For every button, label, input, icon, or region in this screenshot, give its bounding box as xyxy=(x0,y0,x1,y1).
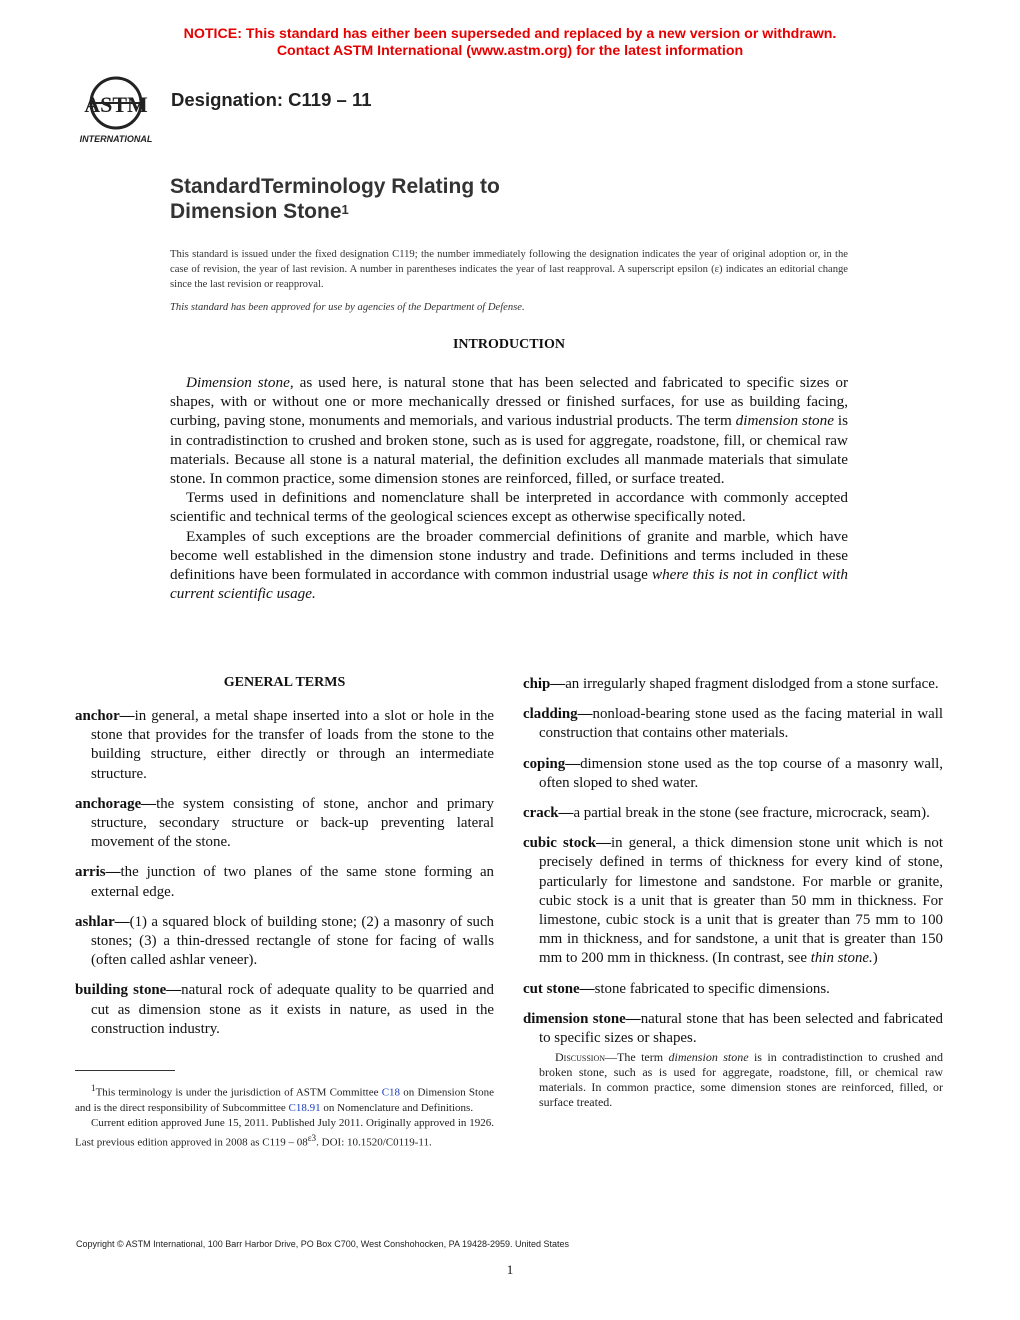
copyright-line: Copyright © ASTM International, 100 Barr Harbor Drive, PO Box C700, West Conshohocken, PA 19428-2959. United States xyxy=(76,1239,570,1249)
term-cladding xyxy=(523,705,943,743)
term-definition: stone fabricated to specific dimensions. xyxy=(594,980,830,997)
term-definition: natural stone that has been selected and fabricated to specific sizes or shapes. xyxy=(539,1010,944,1047)
intro-em-2: dimension stone xyxy=(735,412,834,430)
right-column xyxy=(523,675,943,1121)
intro-p1-b: is in contradistinction to crushed and broken stone, such as is used for aggregate, roadstone, fill, or chemical raw materials. Because all stone is a natural material, the definition excludes all manmade materials that simulate stone. In common practice, some dimension stones are reinforced, filled, or surface treated. xyxy=(170,412,848,488)
term-coping xyxy=(523,755,943,793)
discussion-note xyxy=(539,1050,943,1110)
footnote-epsilon: ε3 xyxy=(307,1132,317,1143)
term-building-stone xyxy=(75,981,494,1039)
designation: Designation: C119 – 11 xyxy=(171,89,372,110)
discussion-text: is in contradistinction to crushed and broken stone, such as is used for aggregate, roadstone, fill, or chemical raw materials. In common practice, some dimension stones are reinforced, filled, or surface treated. xyxy=(539,1050,943,1110)
term-anchorage xyxy=(75,795,494,853)
term-anchor xyxy=(75,707,494,784)
intro-paragraph-2: Terms used in definitions and nomenclature shall be interpreted in accordance with commonly accepted scientific and technical terms of the geological sciences except as otherwise specifically noted. xyxy=(170,489,848,526)
title-line-1: StandardTerminology Relating to xyxy=(170,175,500,198)
term-label: cladding— xyxy=(523,706,593,723)
intro-p3-em: where this is not in conflict with current scientific usage. xyxy=(170,566,848,603)
term-definition: nonload-bearing stone used as the facing material in wall construction that contains other materials. xyxy=(539,706,943,742)
subcommittee-link[interactable]: C18.91 xyxy=(288,1101,321,1114)
term-label: cubic stock— xyxy=(523,835,611,852)
discussion-label: Discussion xyxy=(555,1050,606,1065)
notice-line-2: Contact ASTM International (www.astm.org) for the latest information xyxy=(276,43,744,59)
term-label: crack— xyxy=(523,805,574,822)
intro-paragraph-1 xyxy=(170,373,848,488)
discussion-lead: —The term xyxy=(605,1050,669,1065)
intro-p1-a: , as used here, is natural stone that has been selected and fabricated to specific sizes or shapes, with or without one or more mechanically dressed or finished surfaces, for use as building facing, curbing, paving stone, monuments and memorials, and various industrial products. The term xyxy=(170,374,849,430)
footnote-paragraph-2 xyxy=(75,1116,494,1151)
general-terms-heading: GENERAL TERMS xyxy=(223,675,346,690)
title-footnote-mark: 1 xyxy=(341,202,349,217)
footnote-divider xyxy=(75,1070,175,1071)
term-definition: the junction of two planes of the same stone forming an external edge. xyxy=(91,864,494,900)
approved-note: This standard has been approved for use by agencies of the Department of Defense. xyxy=(170,302,525,313)
term-definition: an irregularly shaped fragment dislodged from a stone surface. xyxy=(565,676,939,692)
term-cubic-stock xyxy=(523,834,943,968)
term-label: coping— xyxy=(523,755,581,772)
term-dimension-stone xyxy=(523,1010,943,1110)
astm-logo xyxy=(70,74,162,146)
committee-link[interactable]: C18 xyxy=(381,1086,401,1099)
footnote-edition-text: Current edition approved June 15, 2011. Published July 2011. Originally approved in 1926. Last previous edition approved in 2008 as C119 – 08 xyxy=(75,1116,494,1149)
footnote-text-b: on Dimension Stone and is the direct responsibility of Subcommittee xyxy=(75,1086,494,1114)
term-label: arris— xyxy=(75,864,121,881)
standard-title xyxy=(170,174,500,224)
logo-word: INTERNATIONAL xyxy=(79,134,153,144)
introduction-heading: INTRODUCTION xyxy=(452,337,565,352)
issue-note: This standard is issued under the fixed designation C119; the number immediately following the designation indicates the year of original adoption or, in the case of revision, the year of last revision. A number in parentheses indicates the year of last reapproval. A superscript epsilon (ε) indicates an editorial change since the last revision or reapproval. xyxy=(170,249,848,290)
term-label: building stone— xyxy=(75,982,182,999)
term-definition-tail: ) xyxy=(872,950,878,967)
term-label: dimension stone— xyxy=(523,1010,641,1027)
footnote xyxy=(75,1081,494,1150)
term-definition: in general, a thick dimension stone unit which is not precisely defined in terms of thickness for every kind of stone, particularly for limestone and sandstone. For marble or granite, cubic stock is a unit that is greater than 50 mm in thickness. For limestone, cubic stock is a unit that is greater than 75 mm to 100 mm in thickness, and for sandstone, a unit that is greater than 150 mm to 200 mm in thickness. (In contrast, see xyxy=(539,835,944,967)
term-label: anchorage— xyxy=(75,795,157,812)
term-definition: natural rock of adequate quality to be quarried and cut as dimension stone as it exists in nature, as used in the construction industry. xyxy=(91,982,495,1037)
term-definition: dimension stone used as the top course of a masonry wall, often sloped to shed water. xyxy=(539,755,943,791)
term-definition: in general, a metal shape inserted into a slot or hole in the stone that provides for the transfer of loads from the stone to the building structure, either directly or through an intermediate structure. xyxy=(91,708,494,782)
footnote-text-a: This terminology is under the jurisdiction of ASTM Committee xyxy=(95,1086,382,1099)
term-label: ashlar— xyxy=(75,913,130,930)
logo-letters: ASTM xyxy=(84,92,148,117)
term-cross-reference: thin stone. xyxy=(810,950,873,967)
footnote-text-c: on Nomenclature and Definitions. xyxy=(320,1101,474,1114)
term-label: cut stone— xyxy=(523,980,595,997)
footnote-mark: 1 xyxy=(91,1083,96,1093)
intro-paragraph-3 xyxy=(170,527,848,604)
term-label: chip— xyxy=(523,676,566,692)
supersede-notice xyxy=(0,26,1020,60)
page-number: 1 xyxy=(506,1262,514,1277)
discussion-em: dimension stone xyxy=(668,1050,749,1065)
footnote-paragraph-1 xyxy=(75,1081,494,1116)
title-line-2-text: Dimension Stone xyxy=(170,200,342,223)
term-chip xyxy=(523,675,943,694)
term-cut-stone xyxy=(523,980,943,999)
footnote-doi: . DOI: 10.1520/C0119-11. xyxy=(316,1136,432,1149)
term-definition: a partial break in the stone (see fracture, microcrack, seam). xyxy=(573,805,930,822)
intro-em-1: Dimension stone xyxy=(186,374,290,391)
introduction-body xyxy=(170,373,848,603)
term-ashlar xyxy=(75,913,494,971)
term-label: anchor— xyxy=(75,708,135,724)
term-definition: (1) a squared block of building stone; (2) a masonry of such stones; (3) a thin-dressed rectangle of stone for facing of walls (often called ashlar veneer). xyxy=(91,913,494,969)
term-crack xyxy=(523,804,943,823)
notice-line-1: NOTICE: This standard has either been superseded and replaced by a new version or withdrawn. xyxy=(183,26,837,42)
title-line-2 xyxy=(170,199,500,224)
left-column xyxy=(75,675,494,1050)
term-definition: the system consisting of stone, anchor and primary structure, secondary structure or back-up preventing lateral movement of the stone. xyxy=(91,795,494,851)
intro-p3-a: Examples of such exceptions are the broader commercial definitions of granite and marble, which have become well established in the dimension stone industry and trade. Definitions and terms included in these definitions have been formulated in accordance with common industrial usage xyxy=(170,527,848,584)
term-arris xyxy=(75,863,494,901)
